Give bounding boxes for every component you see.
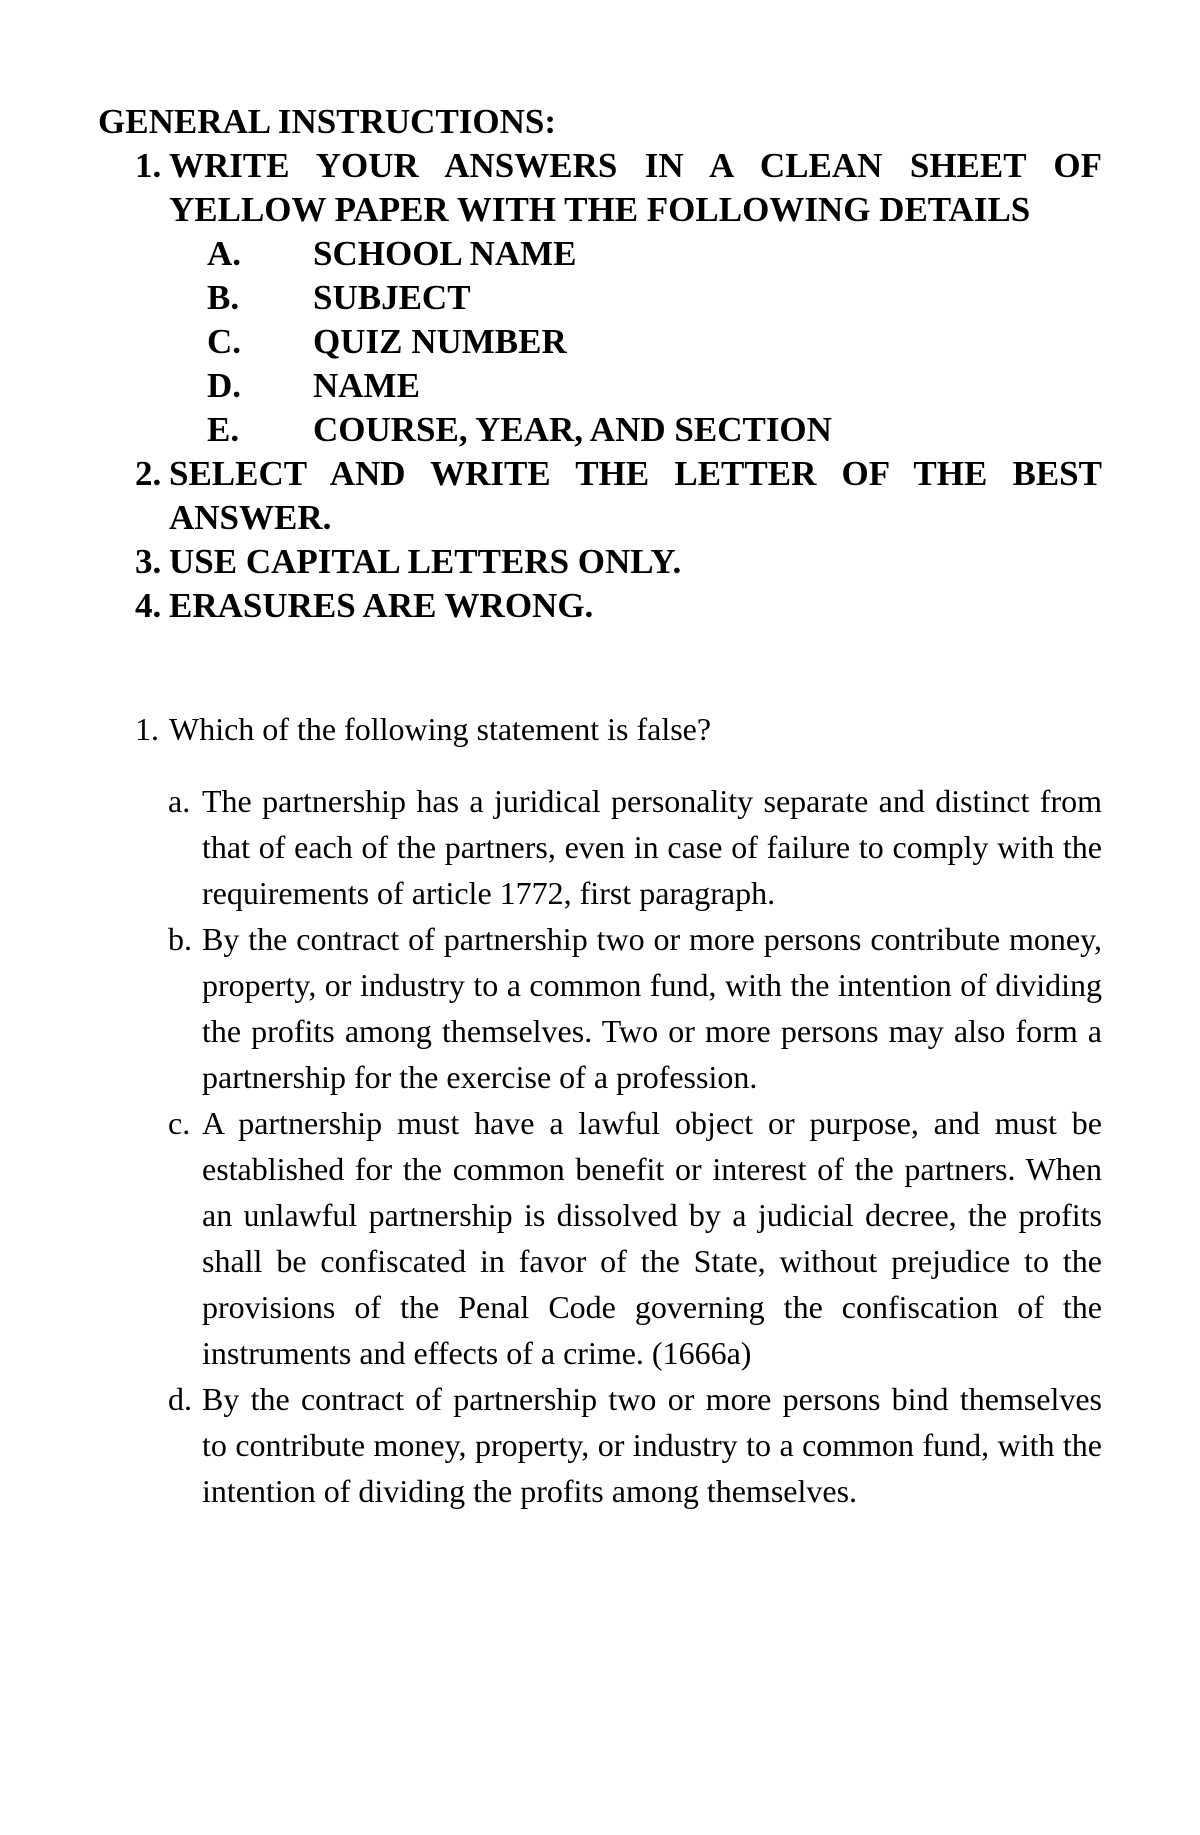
- instructions-list: [98, 144, 1102, 628]
- instructions-title: GENERAL INSTRUCTIONS:: [98, 102, 557, 141]
- detail-letter: E.: [207, 410, 240, 449]
- instruction-item-3: [98, 540, 1102, 584]
- detail-letter: A.: [207, 234, 242, 273]
- general-instructions: [98, 100, 1102, 628]
- detail-item-quiz-number: [169, 320, 1102, 364]
- instruction-number: 4.: [135, 586, 162, 625]
- detail-letter: C.: [207, 322, 242, 361]
- detail-list: [169, 232, 1102, 452]
- instruction-text: SELECT AND WRITE THE LETTER OF THE BEST ANSWER.: [169, 454, 1102, 537]
- question-1: [98, 706, 1102, 1514]
- detail-item-course-year-section: [169, 408, 1102, 452]
- detail-text: NAME: [313, 366, 420, 405]
- choice-c: [98, 1100, 1102, 1376]
- instruction-text: USE CAPITAL LETTERS ONLY.: [169, 542, 682, 581]
- choice-b: [98, 916, 1102, 1100]
- detail-text: QUIZ NUMBER: [313, 322, 567, 361]
- choice-letter: b.: [168, 921, 192, 957]
- choice-letter: c.: [168, 1105, 191, 1141]
- instruction-item-1: [98, 144, 1102, 452]
- detail-letter: B.: [207, 278, 240, 317]
- question-stem: [98, 706, 1102, 752]
- detail-text: SCHOOL NAME: [313, 234, 577, 273]
- detail-text: SUBJECT: [313, 278, 471, 317]
- choice-text: The partnership has a juridical personality separate and distinct from that of each of the partners, even in case of failure to comply with the requirements of article 1772, first paragraph.: [202, 783, 1102, 911]
- choice-letter: a.: [168, 783, 191, 819]
- question-number: 1.: [135, 711, 159, 747]
- detail-text: COURSE, YEAR, AND SECTION: [313, 410, 832, 449]
- choice-d: [98, 1376, 1102, 1514]
- instruction-body: [169, 144, 1102, 452]
- instruction-item-4: [98, 584, 1102, 628]
- choice-text: A partnership must have a lawful object or purpose, and must be established for the common benefit or interest of the partners. When an unlawful partnership is dissolved by a judicial decree, the profits shall be confiscated in favor of the State, without prejudice to the provisions of the Penal Code governing the confiscation of the instruments and effects of a crime. (1666a): [202, 1105, 1102, 1371]
- instruction-number: 3.: [135, 542, 162, 581]
- instruction-number: 2.: [135, 454, 162, 493]
- answer-choices: [98, 778, 1102, 1514]
- detail-item-school-name: [169, 232, 1102, 276]
- detail-letter: D.: [207, 366, 242, 405]
- choice-letter: d.: [168, 1381, 192, 1417]
- choice-text: By the contract of partnership two or more persons bind themselves to contribute money, property, or industry to a common fund, with the intention of dividing the profits among themselves.: [202, 1381, 1102, 1509]
- instruction-number: 1.: [135, 146, 162, 185]
- choice-text: By the contract of partnership two or more persons contribute money, property, or industry to a common fund, with the intention of dividing the profits among themselves. Two or more persons may also form a partnership for the exercise of a profession.: [202, 921, 1102, 1095]
- instruction-item-2: [98, 452, 1102, 540]
- choice-a: [98, 778, 1102, 916]
- instruction-text: WRITE YOUR ANSWERS IN A CLEAN SHEET OF YELLOW PAPER WITH THE FOLLOWING DETAILS: [169, 146, 1102, 229]
- detail-item-name: [169, 364, 1102, 408]
- question-text: Which of the following statement is false?: [169, 711, 712, 747]
- instruction-text: ERASURES ARE WRONG.: [169, 586, 594, 625]
- detail-item-subject: [169, 276, 1102, 320]
